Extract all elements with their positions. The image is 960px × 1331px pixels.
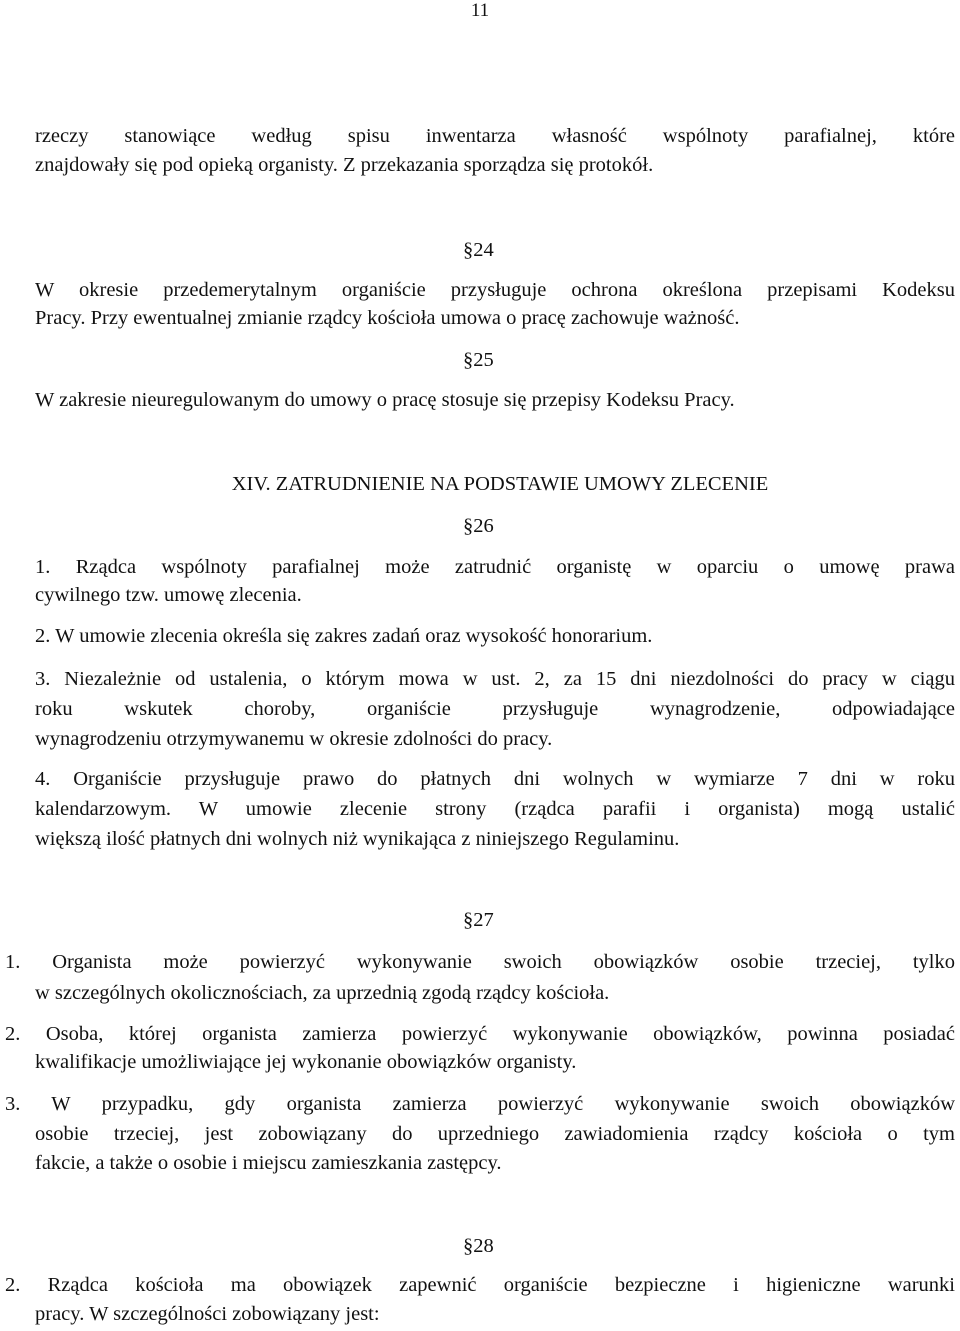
paragraph-line: 3. W przypadku, gdy organista zamierza powierzyć wykonywanie swoich obowiązków <box>5 1093 955 1115</box>
paragraph-line: W okresie przedemerytalnym organiście przysługuje ochrona określona przepisami Kodeksu <box>35 279 955 301</box>
paragraph-line: 4. Organiście przysługuje prawo do płatnych dni wolnych w wymiarze 7 dni w roku <box>35 768 955 790</box>
paragraph-line: kwalifikacje umożliwiające jej wykonanie obowiązków organisty. <box>35 1051 577 1073</box>
paragraph-line: pracy. W szczególności zobowiązany jest: <box>35 1303 380 1325</box>
paragraph-line: 1. Rządca wspólnoty parafialnej może zatrudnić organistę w oparciu o umowę prawa <box>35 556 955 578</box>
section-title: §27 <box>463 909 494 931</box>
chapter-heading: XIV. ZATRUDNIENIE NA PODSTAWIE UMOWY ZLECENIE <box>231 473 769 495</box>
paragraph-line: W zakresie nieuregulowanym do umowy o pracę stosuje się przepisy Kodeksu Pracy. <box>35 389 735 411</box>
paragraph-line: w szczególnych okolicznościach, za uprzednią zgodą rządcy kościoła. <box>35 982 610 1004</box>
paragraph-line: cywilnego tzw. umowę zlecenia. <box>35 584 302 606</box>
page-number: 11 <box>470 0 490 21</box>
paragraph-line: 2. Osoba, której organista zamierza powierzyć wykonywanie obowiązków, powinna posiadać <box>5 1023 955 1045</box>
paragraph-line: znajdowały się pod opieką organisty. Z przekazania sporządza się protokół. <box>35 154 654 176</box>
paragraph-line: 2. W umowie zlecenia określa się zakres zadań oraz wysokość honorarium. <box>35 625 653 647</box>
paragraph-line: 1. Organista może powierzyć wykonywanie swoich obowiązków osobie trzeciej, tylko <box>5 951 955 973</box>
paragraph-line: osobie trzeciej, jest zobowiązany do uprzedniego zawiadomienia rządcy kościoła o tym <box>35 1123 955 1145</box>
paragraph-line: roku wskutek choroby, organiście przysługuje wynagrodzenie, odpowiadające <box>35 698 955 720</box>
paragraph-line: wynagrodzeniu otrzymywanemu w okresie zdolności do pracy. <box>35 728 553 750</box>
paragraph-line: Pracy. Przy ewentualnej zmianie rządcy kościoła umowa o pracę zachowuje ważność. <box>35 307 740 329</box>
section-title: §28 <box>463 1235 494 1257</box>
paragraph-line: większą ilość płatnych dni wolnych niż wynikająca z niniejszego Regulaminu. <box>35 828 680 850</box>
paragraph-line: rzeczy stanowiące według spisu inwentarza własność wspólnoty parafialnej, które <box>35 125 955 147</box>
section-title: §24 <box>463 239 494 261</box>
paragraph-line: 2. Rządca kościoła ma obowiązek zapewnić organiście bezpieczne i higieniczne warunki <box>5 1274 955 1296</box>
section-title: §26 <box>463 515 494 537</box>
paragraph-line: 3. Niezależnie od ustalenia, o którym mowa w ust. 2, za 15 dni niezdolności do pracy w ciągu <box>35 668 955 690</box>
section-title: §25 <box>463 349 494 371</box>
paragraph-line: kalendarzowym. W umowie zlecenie strony (rządca parafii i organista) mogą ustalić <box>35 798 955 820</box>
paragraph-line: fakcie, a także o osobie i miejscu zamieszkania zastępcy. <box>35 1152 502 1174</box>
